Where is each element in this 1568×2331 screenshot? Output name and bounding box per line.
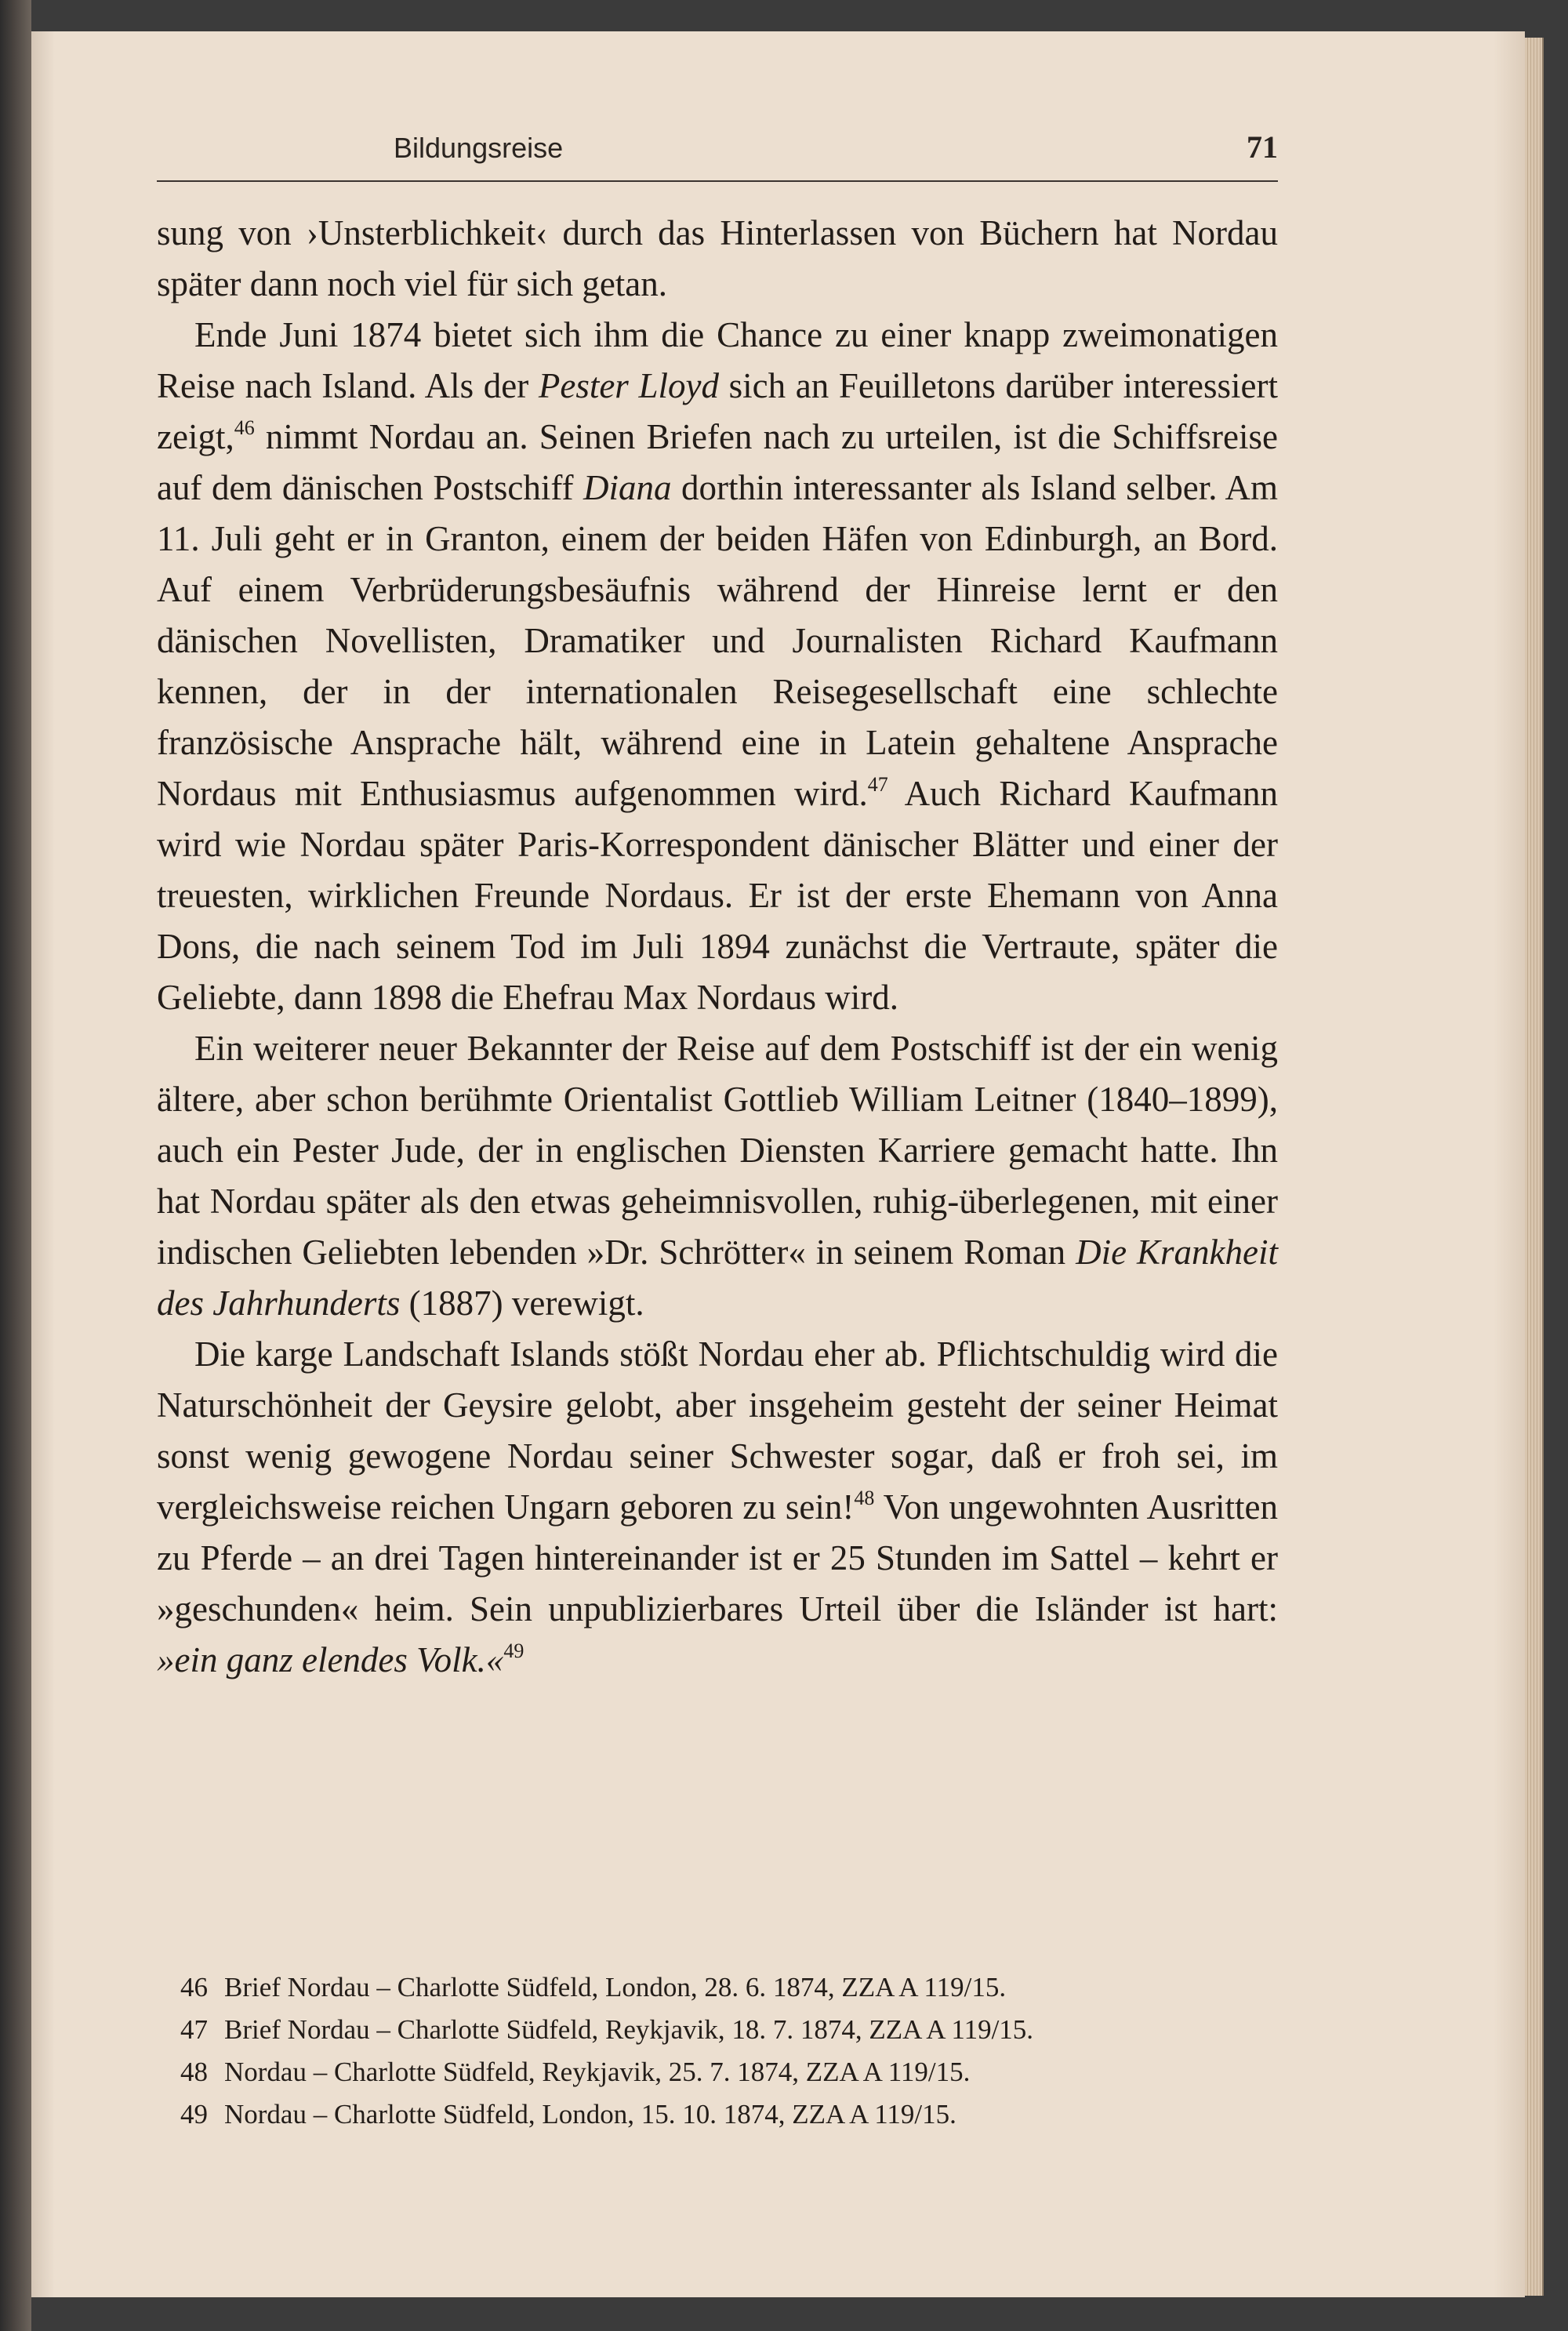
footnote-48 bbox=[180, 2051, 1278, 2093]
paragraph-1-text: sung von ›Unsterblichkeit‹ durch das Hinterlassen von Büchern hat Nordau später dann noch viel für sich getan. bbox=[157, 213, 1278, 303]
footnotes bbox=[180, 1966, 1278, 2136]
paragraph-2-text-d: dorthin interessanter als Island selber. Am 11. Juli geht er in Granton, einem der beiden Häfen von Edinburgh, an Bord. Auf einem Verbrüderungsbesäufnis während der Hinreise lernt er den dänischen Novellisten, Dramatiker und Journalisten Richard Kaufmann kennen, der in der internationalen Reisegesellschaft eine schlechte französische Ansprache hält, während eine in Latein gehaltene Ansprache Nordaus mit Enthusiasmus aufgenommen wird. bbox=[157, 468, 1278, 813]
footnote-text: Brief Nordau – Charlotte Südfeld, Reykjavik, 18. 7. 1874, ZZA A 119/15. bbox=[224, 2014, 1034, 2045]
running-head: Bildungsreise bbox=[394, 132, 564, 164]
footnote-number: 47 bbox=[180, 2014, 208, 2045]
paragraph-1 bbox=[157, 208, 1278, 310]
footnote-text: Brief Nordau – Charlotte Südfeld, London, 28. 6. 1874, ZZA A 119/15. bbox=[224, 1972, 1007, 2002]
paragraph-4 bbox=[157, 1329, 1278, 1686]
paragraph-2-text-c: nimmt Nordau an. Seinen Briefen nach zu urteilen, ist die Schiffsreise auf dem dänischen Postschiff bbox=[157, 417, 1278, 507]
newspaper-title: Pester Lloyd bbox=[538, 366, 719, 405]
paragraph-2-text-e: Auch Richard Kaufmann wird wie Nordau später Paris-Korrespondent dänischer Blätter und einer der treuesten, wirklichen Freunde Nordaus. Er ist der erste Ehemann von Anna Dons, die nach seinem Tod im Juli 1894 zunächst die Vertraute, später die Geliebte, dann 1898 die Ehefrau Max Nordaus wird. bbox=[157, 774, 1278, 1017]
footnote-ref-49: 49 bbox=[503, 1639, 524, 1662]
page-header bbox=[157, 125, 1278, 182]
quoted-judgement: »ein ganz elendes Volk.« bbox=[157, 1640, 504, 1679]
page-stack-edge bbox=[1525, 38, 1544, 2296]
paragraph-2 bbox=[157, 310, 1278, 1023]
paragraph-3 bbox=[157, 1023, 1278, 1329]
footnote-49 bbox=[180, 2093, 1278, 2136]
novel-title: Die Krankheit des Jahrhunderts bbox=[157, 1233, 1278, 1323]
footnote-number: 49 bbox=[180, 2099, 208, 2129]
footnote-number: 46 bbox=[180, 1972, 208, 2002]
footnote-ref-46: 46 bbox=[234, 416, 255, 439]
paragraph-4-text-a: Die karge Landschaft Islands stößt Nordau eher ab. Pflichtschuldig wird die Naturschönheit der Geysire gelobt, aber insgeheim gesteht der seiner Heimat sonst wenig gewogene Nordau seiner Schwester sogar, daß er froh sei, im vergleichsweise reichen Ungarn geboren zu sein! bbox=[157, 1334, 1278, 1527]
footnote-text: Nordau – Charlotte Südfeld, London, 15. 10. 1874, ZZA A 119/15. bbox=[224, 2099, 956, 2129]
footnote-text: Nordau – Charlotte Südfeld, Reykjavik, 25. 7. 1874, ZZA A 119/15. bbox=[224, 2057, 971, 2087]
footnote-47 bbox=[180, 2009, 1278, 2051]
paragraph-2-text-b: sich an Feuilletons darüber interessiert zeigt, bbox=[157, 366, 1278, 456]
facing-page-edge bbox=[0, 0, 31, 2331]
body-text bbox=[157, 208, 1278, 1686]
footnote-46 bbox=[180, 1966, 1278, 2009]
paragraph-3-text-b: (1887) verewigt. bbox=[400, 1284, 644, 1323]
page-number: 71 bbox=[1247, 129, 1278, 165]
paragraph-3-text-a: Ein weiterer neuer Bekannter der Reise auf dem Postschiff ist der ein wenig ältere, aber schon berühmte Orientalist Gottlieb William Leitner (1840–1899), auch ein Pester Jude, der in englischen Diensten Karriere gemacht hatte. Ihn hat Nordau später als den etwas geheimnisvollen, ruhig-überlegenen, mit einer indischen Geliebten lebenden »Dr. Schrötter« in seinem Roman bbox=[157, 1029, 1278, 1272]
paragraph-4-text-b: Von ungewohnten Ausritten zu Pferde – an drei Tagen hintereinander ist er 25 Stunden im Sattel – kehrt er »geschunden« heim. Sein unpublizierbares Urteil über die Isländer ist hart: bbox=[157, 1487, 1279, 1628]
paragraph-2-text-a: Ende Juni 1874 bietet sich ihm die Chance zu einer knapp zweimonatigen Reise nach Island. Als der bbox=[157, 315, 1278, 405]
ship-name: Diana bbox=[583, 468, 672, 507]
footnote-number: 48 bbox=[180, 2057, 208, 2087]
footnote-ref-48: 48 bbox=[854, 1487, 875, 1509]
footnote-ref-47: 47 bbox=[867, 773, 888, 796]
